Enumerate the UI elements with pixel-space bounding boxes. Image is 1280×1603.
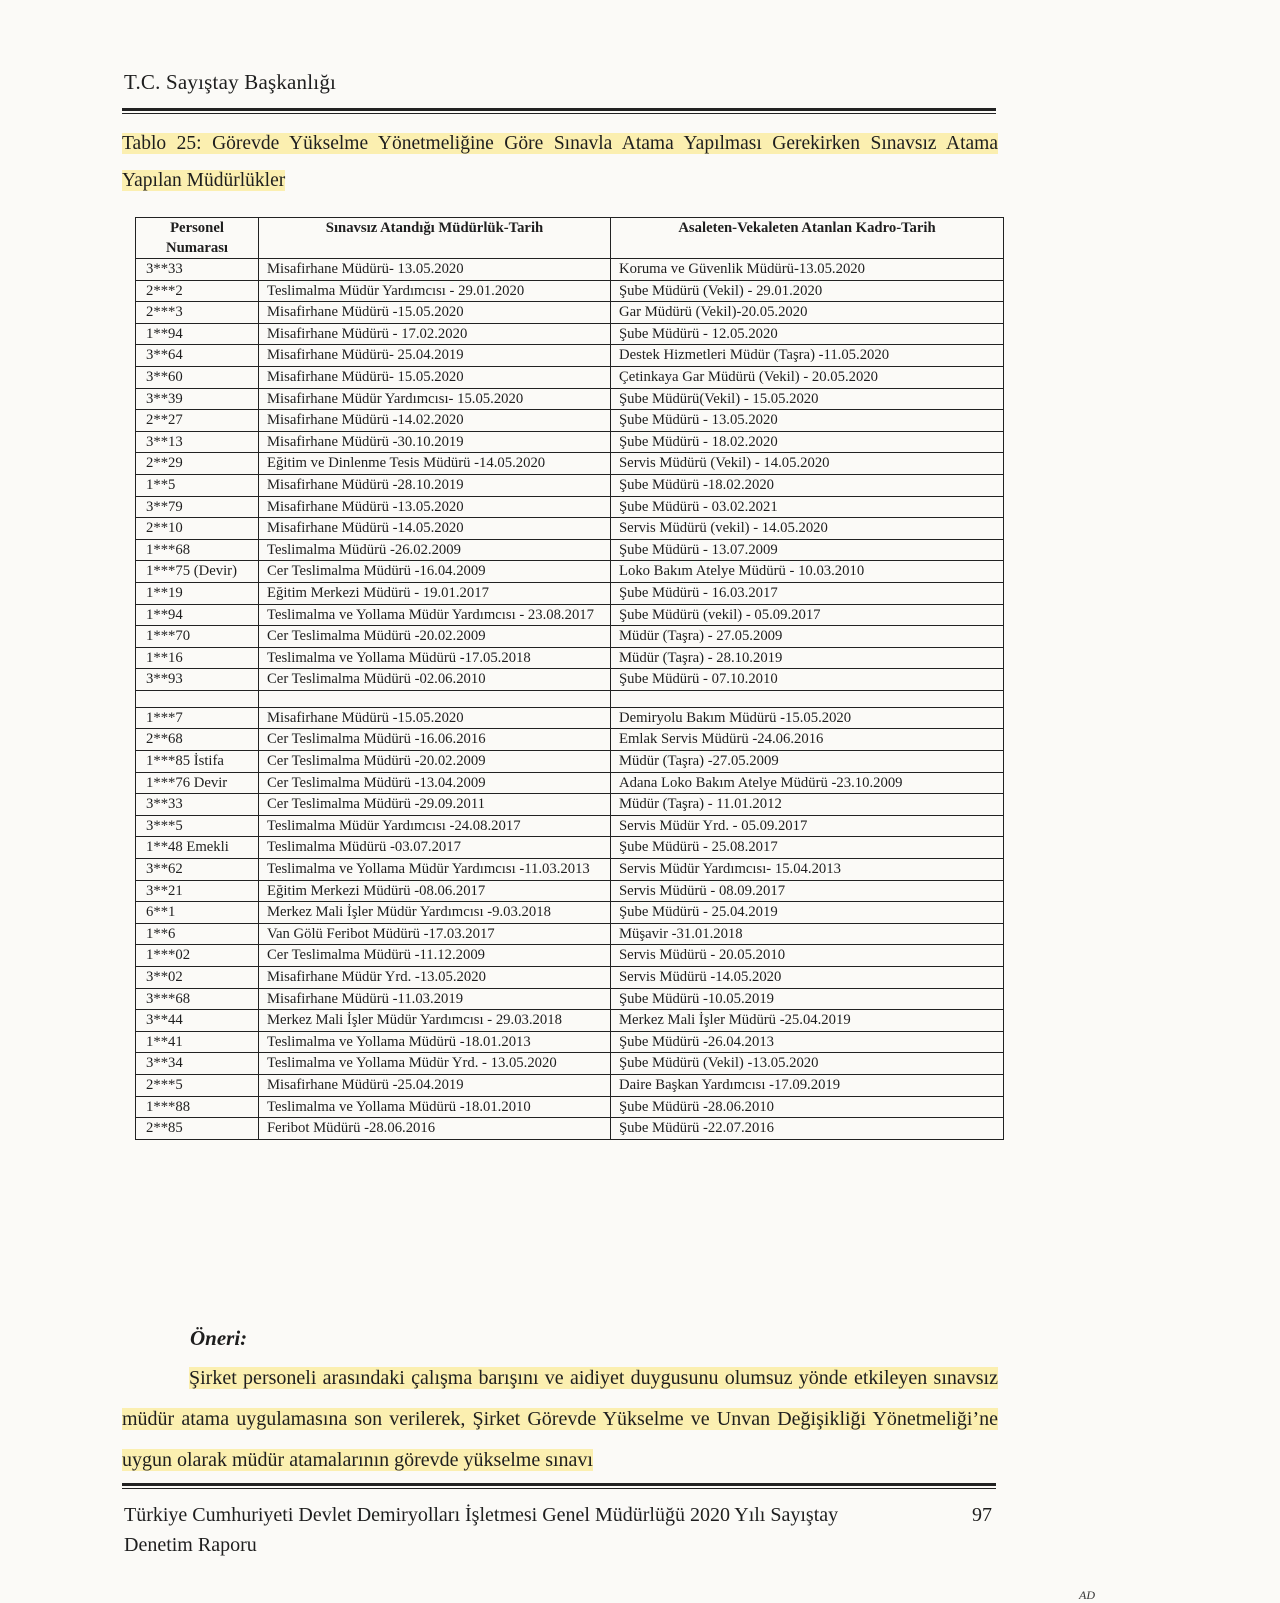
table-row <box>136 967 1004 989</box>
cell-atandigi-mudurluk: Cer Teslimalma Müdürü -11.12.2009 <box>259 945 611 967</box>
cell-atandigi-mudurluk: Cer Teslimalma Müdürü -02.06.2010 <box>259 669 611 691</box>
cell-personel-no: 1**19 <box>136 582 259 604</box>
table-row <box>136 518 1004 540</box>
cell-atanan-kadro: Destek Hizmetleri Müdür (Taşra) -11.05.2020 <box>611 345 1004 367</box>
cell-personel-no: 1**48 Emekli <box>136 837 259 859</box>
cell-personel-no: 2**27 <box>136 410 259 432</box>
cell-atandigi-mudurluk: Teslimalma ve Yollama Müdürü -18.01.2010 <box>259 1096 611 1118</box>
cell-atandigi-mudurluk: Misafirhane Müdürü- 13.05.2020 <box>259 259 611 281</box>
cell-atandigi-mudurluk: Misafirhane Müdürü -14.02.2020 <box>259 410 611 432</box>
cell-personel-no: 1***75 (Devir) <box>136 561 259 583</box>
table-row <box>136 859 1004 881</box>
cell-atandigi-mudurluk: Misafirhane Müdür Yardımcısı- 15.05.2020 <box>259 388 611 410</box>
table-row <box>136 259 1004 281</box>
cell-atandigi-mudurluk: Cer Teslimalma Müdürü -16.06.2016 <box>259 729 611 751</box>
table-row <box>136 280 1004 302</box>
cell-atanan-kadro: Merkez Mali İşler Müdürü -25.04.2019 <box>611 1010 1004 1032</box>
table-row <box>136 582 1004 604</box>
table-row <box>136 388 1004 410</box>
cell-atanan-kadro: Şube Müdürü -18.02.2020 <box>611 474 1004 496</box>
table-row <box>136 923 1004 945</box>
cell-atanan-kadro: Şube Müdürü - 03.02.2021 <box>611 496 1004 518</box>
cell-personel-no: 1***7 <box>136 707 259 729</box>
table-row <box>136 561 1004 583</box>
table-row <box>136 1031 1004 1053</box>
cell-atandigi-mudurluk: Eğitim Merkezi Müdürü - 19.01.2017 <box>259 582 611 604</box>
table-row <box>136 604 1004 626</box>
cell-atanan-kadro: Şube Müdürü - 25.04.2019 <box>611 902 1004 924</box>
cell-personel-no: 3**39 <box>136 388 259 410</box>
cell-personel-no: 1**6 <box>136 923 259 945</box>
cell-atanan-kadro: Şube Müdürü - 25.08.2017 <box>611 837 1004 859</box>
cell-atandigi-mudurluk: Teslimalma Müdürü -03.07.2017 <box>259 837 611 859</box>
table-row <box>136 1010 1004 1032</box>
cell-atanan-kadro: Şube Müdürü (Vekil) - 29.01.2020 <box>611 280 1004 302</box>
cell-personel-no: 3**02 <box>136 967 259 989</box>
table-row <box>136 902 1004 924</box>
cell-atandigi-mudurluk: Misafirhane Müdürü -15.05.2020 <box>259 302 611 324</box>
cell-personel-no: 1**94 <box>136 323 259 345</box>
cell-atanan-kadro: Emlak Servis Müdürü -24.06.2016 <box>611 729 1004 751</box>
cell-atandigi-mudurluk: Misafirhane Müdürü -14.05.2020 <box>259 518 611 540</box>
cell-atanan-kadro: Şube Müdürü -26.04.2013 <box>611 1031 1004 1053</box>
table-row <box>136 1096 1004 1118</box>
table-row <box>136 366 1004 388</box>
table-row <box>136 815 1004 837</box>
table-row <box>136 302 1004 324</box>
cell-personel-no: 3**60 <box>136 366 259 388</box>
table-row <box>136 453 1004 475</box>
cell-atandigi-mudurluk: Misafirhane Müdürü -11.03.2019 <box>259 988 611 1010</box>
cell-atanan-kadro: Demiryolu Bakım Müdürü -15.05.2020 <box>611 707 1004 729</box>
cell-atanan-kadro: Servis Müdürü - 08.09.2017 <box>611 880 1004 902</box>
spacer-cell <box>259 690 611 707</box>
table-row <box>136 345 1004 367</box>
cell-personel-no: 1**41 <box>136 1031 259 1053</box>
cell-personel-no: 3**79 <box>136 496 259 518</box>
cell-personel-no: 1**94 <box>136 604 259 626</box>
table-row <box>136 945 1004 967</box>
cell-atandigi-mudurluk: Van Gölü Feribot Müdürü -17.03.2017 <box>259 923 611 945</box>
cell-atandigi-mudurluk: Misafirhane Müdürü- 15.05.2020 <box>259 366 611 388</box>
table-row <box>136 626 1004 648</box>
cell-personel-no: 1***70 <box>136 626 259 648</box>
cell-personel-no: 3**93 <box>136 669 259 691</box>
table-row <box>136 410 1004 432</box>
table-caption: Tablo 25: Görevde Yükselme Yönetmeliğine Göre Sınavla Atama Yapılması Gerekirken Sınavsız Atama Yapılan Müdürlükler <box>122 133 998 191</box>
cell-personel-no: 2***3 <box>136 302 259 324</box>
cell-atanan-kadro: Loko Bakım Atelye Müdürü - 10.03.2010 <box>611 561 1004 583</box>
table-row <box>136 772 1004 794</box>
cell-atanan-kadro: Şube Müdürü (vekil) - 05.09.2017 <box>611 604 1004 626</box>
table-header-row <box>136 218 1004 259</box>
spacer-cell <box>611 690 1004 707</box>
cell-personel-no: 3***68 <box>136 988 259 1010</box>
table-row <box>136 474 1004 496</box>
table-row <box>136 647 1004 669</box>
cell-personel-no: 2***5 <box>136 1074 259 1096</box>
initials-mark: AD <box>1079 1588 1095 1602</box>
table-row <box>136 837 1004 859</box>
cell-personel-no: 2**10 <box>136 518 259 540</box>
cell-atanan-kadro: Şube Müdürü - 07.10.2010 <box>611 669 1004 691</box>
cell-personel-no: 2***2 <box>136 280 259 302</box>
cell-personel-no: 3**64 <box>136 345 259 367</box>
cell-atandigi-mudurluk: Misafirhane Müdürü -25.04.2019 <box>259 1074 611 1096</box>
cell-personel-no: 6**1 <box>136 902 259 924</box>
oneri-text: Şirket personeli arasındaki çalışma barışını ve aidiyet duygusunu olumsuz yönde etkileyen sınavsız müdür atama uygulamasına son verilerek, Şirket Görevde Yükselme ve Unvan Değişikliği Yönetmeliği’ne uygun olarak müdür atamalarının görevde yükselme sınavı <box>122 1367 998 1471</box>
cell-atandigi-mudurluk: Merkez Mali İşler Müdür Yardımcısı -9.03.2018 <box>259 902 611 924</box>
cell-atanan-kadro: Şube Müdürü - 13.05.2020 <box>611 410 1004 432</box>
cell-atandigi-mudurluk: Cer Teslimalma Müdürü -13.04.2009 <box>259 772 611 794</box>
cell-atanan-kadro: Müdür (Taşra) - 27.05.2009 <box>611 626 1004 648</box>
cell-atanan-kadro: Daire Başkan Yardımcısı -17.09.2019 <box>611 1074 1004 1096</box>
cell-atandigi-mudurluk: Merkez Mali İşler Müdür Yardımcısı - 29.03.2018 <box>259 1010 611 1032</box>
header-rule <box>122 108 996 111</box>
cell-personel-no: 3**34 <box>136 1053 259 1075</box>
cell-atandigi-mudurluk: Misafirhane Müdür Yrd. -13.05.2020 <box>259 967 611 989</box>
cell-personel-no: 3**33 <box>136 794 259 816</box>
cell-atanan-kadro: Şube Müdürü - 13.07.2009 <box>611 539 1004 561</box>
table-row <box>136 496 1004 518</box>
cell-atanan-kadro: Servis Müdür Yrd. - 05.09.2017 <box>611 815 1004 837</box>
table-row <box>136 539 1004 561</box>
cell-atanan-kadro: Müşavir -31.01.2018 <box>611 923 1004 945</box>
footer-report-title: Türkiye Cumhuriyeti Devlet Demiryolları İşletmesi Genel Müdürlüğü 2020 Yılı Sayıştay Denetim Raporu <box>124 1504 839 1556</box>
cell-atandigi-mudurluk: Eğitim ve Dinlenme Tesis Müdürü -14.05.2020 <box>259 453 611 475</box>
table-row <box>136 988 1004 1010</box>
page-number: 97 <box>972 1504 992 1526</box>
cell-personel-no: 3**21 <box>136 880 259 902</box>
cell-atanan-kadro: Şube Müdürü -10.05.2019 <box>611 988 1004 1010</box>
cell-personel-no: 3**62 <box>136 859 259 881</box>
footer-rule <box>122 1483 996 1486</box>
cell-atandigi-mudurluk: Teslimalma ve Yollama Müdür Yardımcısı -11.03.2013 <box>259 859 611 881</box>
cell-atanan-kadro: Adana Loko Bakım Atelye Müdürü -23.10.2009 <box>611 772 1004 794</box>
table-row <box>136 707 1004 729</box>
table-body <box>136 259 1004 1140</box>
cell-personel-no: 1***68 <box>136 539 259 561</box>
page-header-org: T.C. Sayıştay Başkanlığı <box>124 70 337 94</box>
cell-personel-no: 1***88 <box>136 1096 259 1118</box>
header-kadro: Asaleten-Vekaleten Atanlan Kadro-Tarih <box>611 218 1004 259</box>
cell-atanan-kadro: Şube Müdürü(Vekil) - 15.05.2020 <box>611 388 1004 410</box>
table-row <box>136 794 1004 816</box>
cell-atandigi-mudurluk: Misafirhane Müdürü- 25.04.2019 <box>259 345 611 367</box>
table-row <box>136 669 1004 691</box>
table-spacer-row <box>136 690 1004 707</box>
cell-atanan-kadro: Şube Müdürü (Vekil) -13.05.2020 <box>611 1053 1004 1075</box>
cell-personel-no: 3***5 <box>136 815 259 837</box>
table-row <box>136 431 1004 453</box>
spacer-cell <box>136 690 259 707</box>
cell-atandigi-mudurluk: Teslimalma ve Yollama Müdürü -18.01.2013 <box>259 1031 611 1053</box>
cell-atandigi-mudurluk: Cer Teslimalma Müdürü -20.02.2009 <box>259 626 611 648</box>
cell-personel-no: 1**5 <box>136 474 259 496</box>
cell-atandigi-mudurluk: Misafirhane Müdürü -13.05.2020 <box>259 496 611 518</box>
cell-atanan-kadro: Müdür (Taşra) - 28.10.2019 <box>611 647 1004 669</box>
cell-personel-no: 1***02 <box>136 945 259 967</box>
table-row <box>136 1053 1004 1075</box>
table-row <box>136 729 1004 751</box>
cell-atanan-kadro: Servis Müdürü -14.05.2020 <box>611 967 1004 989</box>
cell-atandigi-mudurluk: Teslimalma ve Yollama Müdür Yardımcısı - 23.08.2017 <box>259 604 611 626</box>
assignment-table <box>135 217 1004 1140</box>
cell-atandigi-mudurluk: Misafirhane Müdürü -30.10.2019 <box>259 431 611 453</box>
header-atandigi: Sınavsız Atandığı Müdürlük-Tarih <box>259 218 611 259</box>
cell-personel-no: 2**29 <box>136 453 259 475</box>
table-row <box>136 1118 1004 1140</box>
cell-atanan-kadro: Şube Müdürü - 12.05.2020 <box>611 323 1004 345</box>
cell-personel-no: 3**33 <box>136 259 259 281</box>
cell-atandigi-mudurluk: Cer Teslimalma Müdürü -29.09.2011 <box>259 794 611 816</box>
cell-atanan-kadro: Çetinkaya Gar Müdürü (Vekil) - 20.05.2020 <box>611 366 1004 388</box>
cell-atanan-kadro: Servis Müdürü - 20.05.2010 <box>611 945 1004 967</box>
cell-atanan-kadro: Servis Müdürü (vekil) - 14.05.2020 <box>611 518 1004 540</box>
cell-atandigi-mudurluk: Misafirhane Müdürü -28.10.2019 <box>259 474 611 496</box>
cell-atanan-kadro: Müdür (Taşra) - 11.01.2012 <box>611 794 1004 816</box>
cell-atanan-kadro: Servis Müdürü (Vekil) - 14.05.2020 <box>611 453 1004 475</box>
cell-atanan-kadro: Şube Müdürü -22.07.2016 <box>611 1118 1004 1140</box>
cell-atandigi-mudurluk: Teslimalma Müdür Yardımcısı -24.08.2017 <box>259 815 611 837</box>
cell-atandigi-mudurluk: Feribot Müdürü -28.06.2016 <box>259 1118 611 1140</box>
footer-rule-thin <box>122 1488 996 1489</box>
cell-atandigi-mudurluk: Teslimalma Müdür Yardımcısı - 29.01.2020 <box>259 280 611 302</box>
cell-personel-no: 3**44 <box>136 1010 259 1032</box>
header-personel: Personel Numarası <box>136 218 259 259</box>
cell-atandigi-mudurluk: Eğitim Merkezi Müdürü -08.06.2017 <box>259 880 611 902</box>
cell-atanan-kadro: Gar Müdürü (Vekil)-20.05.2020 <box>611 302 1004 324</box>
cell-personel-no: 1**16 <box>136 647 259 669</box>
cell-atandigi-mudurluk: Teslimalma ve Yollama Müdür Yrd. - 13.05.2020 <box>259 1053 611 1075</box>
cell-atanan-kadro: Koruma ve Güvenlik Müdürü-13.05.2020 <box>611 259 1004 281</box>
cell-atanan-kadro: Müdür (Taşra) -27.05.2009 <box>611 751 1004 773</box>
cell-personel-no: 1***85 İstifa <box>136 751 259 773</box>
cell-atandigi-mudurluk: Misafirhane Müdürü - 17.02.2020 <box>259 323 611 345</box>
cell-atanan-kadro: Servis Müdür Yardımcısı- 15.04.2013 <box>611 859 1004 881</box>
cell-atandigi-mudurluk: Cer Teslimalma Müdürü -20.02.2009 <box>259 751 611 773</box>
header-rule-thin <box>122 113 996 114</box>
cell-atandigi-mudurluk: Teslimalma ve Yollama Müdürü -17.05.2018 <box>259 647 611 669</box>
cell-atandigi-mudurluk: Misafirhane Müdürü -15.05.2020 <box>259 707 611 729</box>
oneri-title: Öneri: <box>190 1326 248 1350</box>
table-row <box>136 751 1004 773</box>
cell-atanan-kadro: Şube Müdürü -28.06.2010 <box>611 1096 1004 1118</box>
cell-personel-no: 2**85 <box>136 1118 259 1140</box>
table-row <box>136 323 1004 345</box>
cell-personel-no: 1***76 Devir <box>136 772 259 794</box>
table-row <box>136 880 1004 902</box>
cell-atandigi-mudurluk: Teslimalma Müdürü -26.02.2009 <box>259 539 611 561</box>
cell-atanan-kadro: Şube Müdürü - 18.02.2020 <box>611 431 1004 453</box>
cell-personel-no: 3**13 <box>136 431 259 453</box>
table-row <box>136 1074 1004 1096</box>
cell-atandigi-mudurluk: Cer Teslimalma Müdürü -16.04.2009 <box>259 561 611 583</box>
cell-personel-no: 2**68 <box>136 729 259 751</box>
cell-atanan-kadro: Şube Müdürü - 16.03.2017 <box>611 582 1004 604</box>
